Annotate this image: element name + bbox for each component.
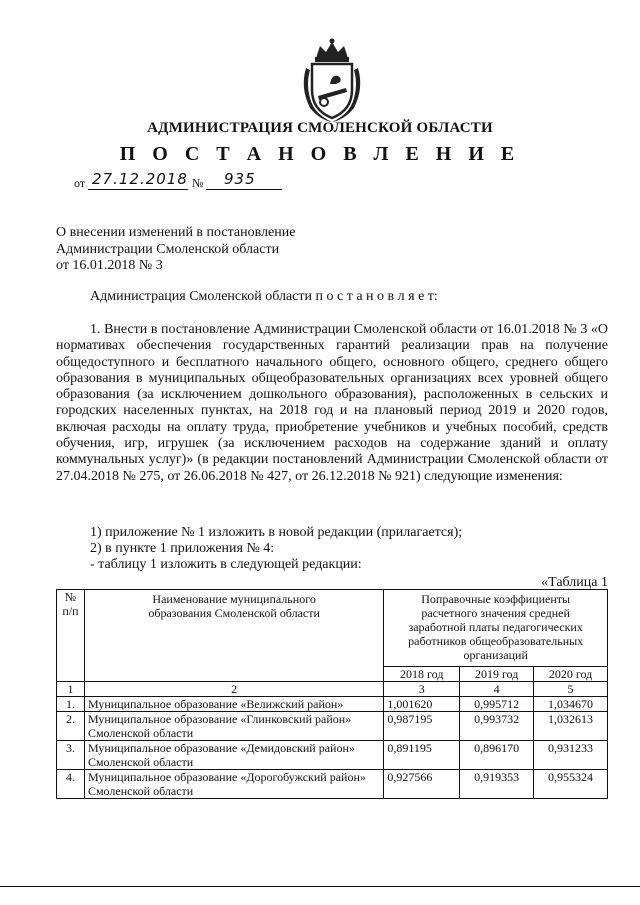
- date-underline: [88, 189, 188, 190]
- row-municipality: Муниципальное образование «Велижский район»: [84, 697, 383, 712]
- page-bottom-rule: [0, 886, 640, 887]
- resolution-intro: Администрация Смоленской области п о с т а н о в л я е т:: [90, 289, 438, 304]
- row-number: 3.: [57, 741, 85, 770]
- header-number: № п/п: [57, 590, 85, 682]
- coat-of-arms-icon: [296, 38, 368, 124]
- subject-line: Администрации Смоленской области: [56, 241, 280, 257]
- header-year: 2019 год: [460, 667, 534, 682]
- row-value-2018: 0,927566: [384, 770, 460, 799]
- row-municipality: Муниципальное образование «Демидовский район» Смоленской области: [84, 741, 383, 770]
- table-caption: «Таблица 1: [541, 575, 608, 590]
- subject-line: от 16.01.2018 № 3: [56, 258, 163, 273]
- change-item-3: - таблицу 1 изложить в следующей редакции:: [90, 557, 362, 572]
- header-municipality: Наименование муниципального образования Смоленской области: [84, 590, 383, 682]
- table-row: [57, 697, 608, 712]
- date-number-line: [74, 172, 334, 192]
- header-year: 2020 год: [534, 667, 608, 682]
- change-item-2: 2) в пункте 1 приложения № 4:: [90, 541, 275, 556]
- header-year: 2018 год: [384, 667, 460, 682]
- table-row: [57, 712, 608, 741]
- index-cell: 4: [460, 682, 534, 697]
- date-value: 27.12.2018: [92, 170, 188, 188]
- row-value-2020: 0,955324: [534, 770, 608, 799]
- index-cell: 5: [534, 682, 608, 697]
- table-row: [57, 741, 608, 770]
- row-value-2019: 0,896170: [460, 741, 534, 770]
- document-type-title: П О С Т А Н О В Л Е Н И Е: [119, 143, 521, 165]
- table-index-row: [57, 682, 608, 697]
- organization-name: АДМИНИСТРАЦИЯ СМОЛЕНСКОЙ ОБЛАСТИ: [147, 120, 493, 136]
- index-cell: 3: [384, 682, 460, 697]
- table-header-row: [57, 590, 608, 667]
- number-value: 935: [224, 170, 256, 188]
- row-value-2020: 1,034670: [534, 697, 608, 712]
- row-value-2019: 0,919353: [460, 770, 534, 799]
- date-prefix: от: [74, 176, 86, 190]
- number-prefix: №: [192, 176, 204, 190]
- row-municipality: Муниципальное образование «Глинковский район» Смоленской области: [84, 712, 383, 741]
- row-municipality: Муниципальное образование «Дорогобужский район» Смоленской области: [84, 770, 383, 799]
- row-value-2019: 0,995712: [460, 697, 534, 712]
- row-number: 2.: [57, 712, 85, 741]
- document-subject: [56, 225, 336, 275]
- number-underline: [206, 189, 282, 190]
- row-value-2018: 0,891195: [384, 741, 460, 770]
- index-cell: 1: [57, 682, 85, 697]
- index-cell: 2: [84, 682, 383, 697]
- row-value-2018: 0,987195: [384, 712, 460, 741]
- header-coefficients: Поправочные коэффициенты расчетного значения средней заработной платы педагогических работников общеобразовательных организаций: [384, 590, 608, 667]
- row-value-2019: 0,993732: [460, 712, 534, 741]
- coefficients-table: [56, 589, 608, 799]
- subject-line: О внесении изменений в постановление: [56, 225, 296, 240]
- row-number: 4.: [57, 770, 85, 799]
- row-value-2020: 0,931233: [534, 741, 608, 770]
- row-number: 1.: [57, 697, 85, 712]
- table-row: [57, 770, 608, 799]
- row-value-2020: 1,032613: [534, 712, 608, 741]
- change-item-1: 1) приложение № 1 изложить в новой редакции (прилагается);: [90, 525, 463, 540]
- row-value-2018: 1,001620: [384, 697, 460, 712]
- resolution-item-1: 1. Внести в постановление Администрации Смоленской области от 16.01.2018 № 3 «О нормативах обеспечения государственных гарантий реализации прав на получение общедоступного и бесплатного начального общего, основного общего, среднего общего образования в муниципальных общеобразовательных организациях всех уровней общего образования (за исключением дошкольного образования), расположенных в сельских и городских населенных пунктах, на 2018 год и на плановый период 2019 и 2020 годов, включая расходы на оплату труда, приобретение учебников и учебных пособий, средств обучения, игр, игрушек (за исключением расходов на содержание зданий и оплату коммунальных услуг)» (в редакции постановлений Администрации Смоленской области от 27.04.2018 № 275, от 26.06.2018 № 427, от 26.12.2018 № 921) следующие изменения:: [56, 322, 608, 484]
